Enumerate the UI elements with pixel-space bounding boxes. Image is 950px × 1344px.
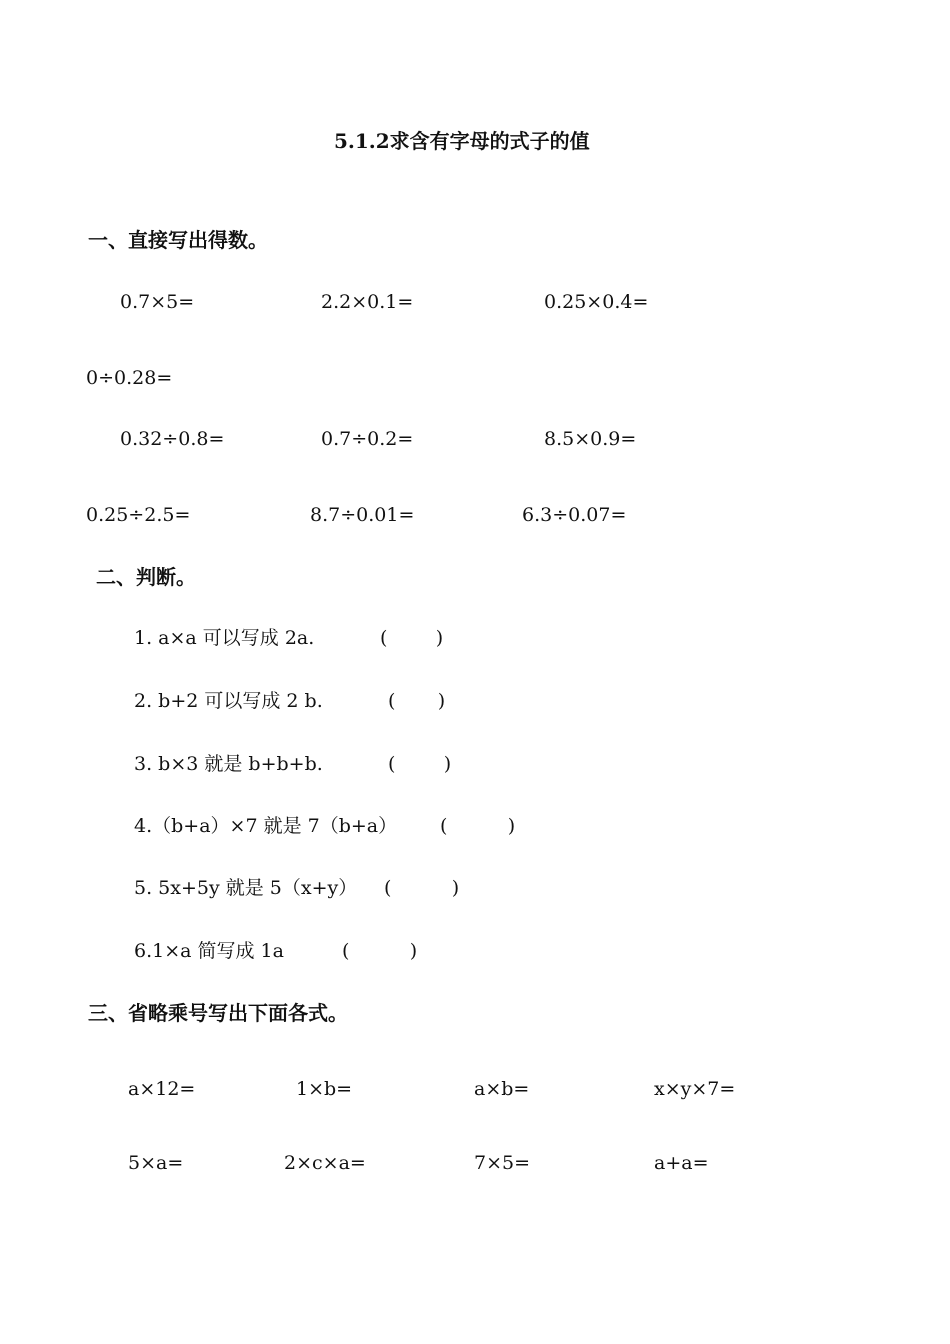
calc-item: 2.2×0.1= xyxy=(321,291,414,313)
calc-item: 8.7÷0.01= xyxy=(310,504,415,526)
expression-item: x×y×7= xyxy=(654,1078,736,1100)
section-1-heading: 一、直接写出得数。 xyxy=(88,228,268,252)
judge-statement: 2. b+2 可以写成 2 b. xyxy=(134,690,323,712)
expression-item: a×b= xyxy=(474,1078,530,1100)
calc-item: 0.25×0.4= xyxy=(544,291,649,313)
expression-item: a×12= xyxy=(128,1078,196,1100)
calc-item: 6.3÷0.07= xyxy=(522,504,627,526)
judge-statement: 4.（b+a）×7 就是 7（b+a） xyxy=(134,815,398,837)
calc-item: 0.7÷0.2= xyxy=(321,428,414,450)
judge-statement: 6.1×a 简写成 1a xyxy=(134,940,284,962)
judge-statement: 1. a×a 可以写成 2a. xyxy=(134,627,315,649)
answer-bracket: ( ) xyxy=(342,940,418,962)
expression-item: a+a= xyxy=(654,1152,709,1174)
answer-bracket: ( ) xyxy=(380,627,444,649)
expression-item: 5×a= xyxy=(128,1152,184,1174)
calc-item: 0.7×5= xyxy=(120,291,195,313)
answer-bracket: ( ) xyxy=(388,690,446,712)
answer-bracket: ( ) xyxy=(384,877,460,899)
expression-item: 2×c×a= xyxy=(284,1152,366,1174)
calc-item: 0.25÷2.5= xyxy=(86,504,191,526)
answer-bracket: ( ) xyxy=(388,753,452,775)
judge-statement: 5. 5x+5y 就是 5（x+y） xyxy=(134,877,358,899)
calc-item: 0÷0.28= xyxy=(86,367,173,389)
calc-item: 0.32÷0.8= xyxy=(120,428,225,450)
judge-statement: 3. b×3 就是 b+b+b. xyxy=(134,753,323,775)
section-3-heading: 三、省略乘号写出下面各式。 xyxy=(88,1001,348,1025)
answer-bracket: ( ) xyxy=(440,815,516,837)
calc-item: 8.5×0.9= xyxy=(544,428,637,450)
page-title: 5.1.2求含有字母的式子的值 xyxy=(334,129,590,153)
expression-item: 7×5= xyxy=(474,1152,531,1174)
section-2-heading: 二、判断。 xyxy=(96,565,196,589)
expression-item: 1×b= xyxy=(296,1078,353,1100)
